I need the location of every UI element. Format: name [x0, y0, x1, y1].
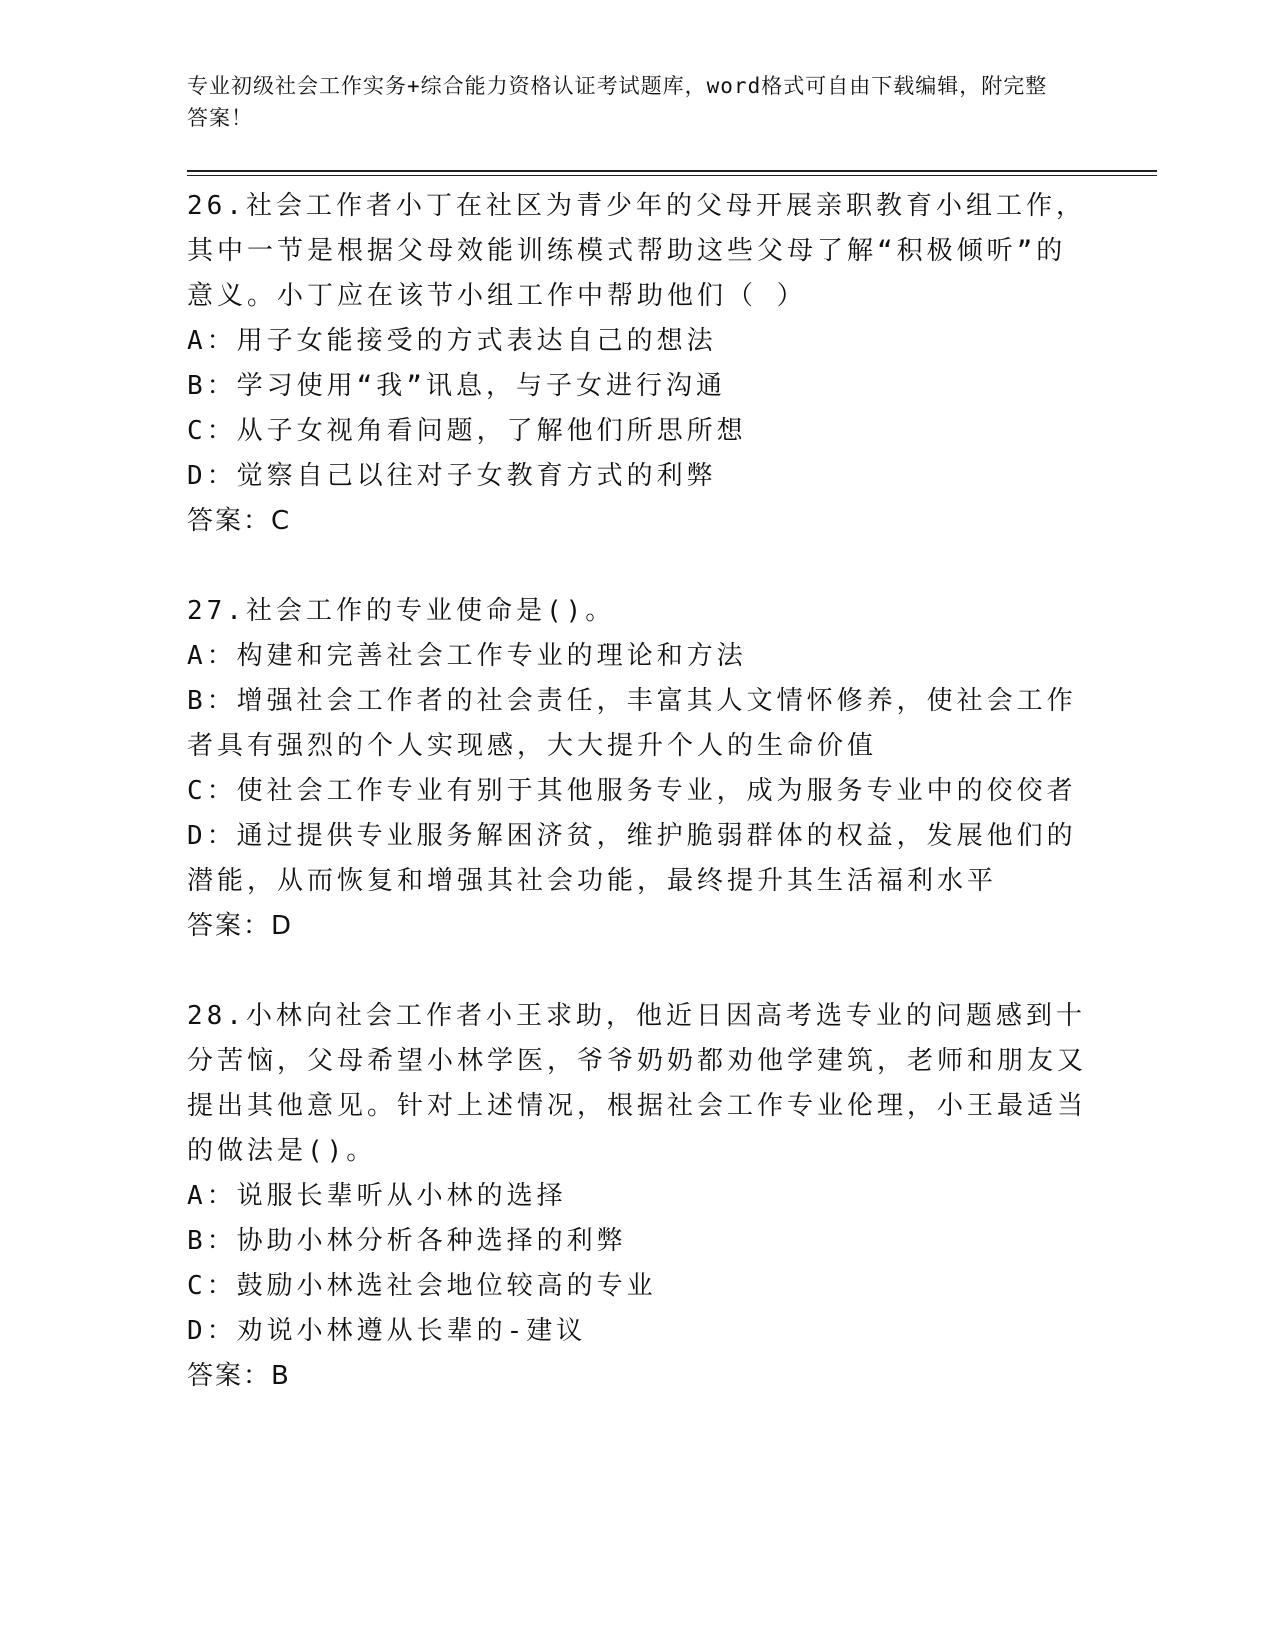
option-d: D：通过提供专业服务解困济贫，维护脆弱群体的权益，发展他们的潜能，从而恢复和增强其社会功能，最终提升其生活福利水平: [187, 821, 1077, 896]
header-divider: [187, 170, 1157, 176]
option-b: B：协助小林分析各种选择的利弊: [187, 1226, 627, 1256]
option-c: C：鼓励小林选社会地位较高的专业: [187, 1271, 657, 1301]
option-c: C：使社会工作专业有别于其他服务专业，成为服务专业中的佼佼者: [187, 776, 1077, 806]
answer-value: B: [271, 1361, 289, 1391]
option-d: D：觉察自己以往对子女教育方式的利弊: [187, 461, 717, 491]
question-stem: 27.社会工作的专业使命是()。: [187, 596, 616, 626]
answer-value: C: [271, 506, 290, 536]
option-d: D：劝说小林遵从长辈的-建议: [187, 1316, 587, 1346]
answer-line: [187, 499, 1157, 544]
question-gap: [187, 949, 1157, 994]
answer-line: [187, 904, 1157, 949]
option-b: B：学习使用“我”讯息，与子女进行沟通: [187, 371, 726, 401]
answer-label: 答案：: [187, 1361, 272, 1391]
answer-line: [187, 1354, 1157, 1399]
question-28: [187, 994, 1157, 1399]
question-stem: 28.小林向社会工作者小王求助，他近日因高考选专业的问题感到十分苦恼，父母希望小林学医，爷爷奶奶都劝他学建筑，老师和朋友又提出其他意见。针对上述情况，根据社会工作专业伦理，小王最适当的做法是()。: [187, 1001, 1088, 1166]
answer-label: 答案：: [187, 911, 272, 941]
answer-label: 答案：: [187, 506, 272, 536]
document-page: [187, 70, 1157, 1399]
option-a: A：说服长辈听从小林的选择: [187, 1181, 567, 1211]
option-c: C：从子女视角看问题，了解他们所思所想: [187, 416, 747, 446]
question-26: [187, 184, 1157, 544]
option-a: A：用子女能接受的方式表达自己的想法: [187, 326, 717, 356]
document-header: 专业初级社会工作实务+综合能力资格认证考试题库，word格式可自由下载编辑，附完整答案！: [187, 74, 1048, 130]
question-27: [187, 589, 1157, 949]
answer-value: D: [271, 911, 292, 941]
question-stem: 26.社会工作者小丁在社区为青少年的父母开展亲职教育小组工作，其中一节是根据父母效能训练模式帮助这些父母了解“积极倾听”的意义。小丁应在该节小组工作中帮助他们（ ）: [187, 191, 1086, 311]
option-a: A：构建和完善社会工作专业的理论和方法: [187, 641, 747, 671]
question-gap: [187, 544, 1157, 589]
option-b: B：增强社会工作者的社会责任，丰富其人文情怀修养，使社会工作者具有强烈的个人实现感，大大提升个人的生命价值: [187, 686, 1077, 761]
